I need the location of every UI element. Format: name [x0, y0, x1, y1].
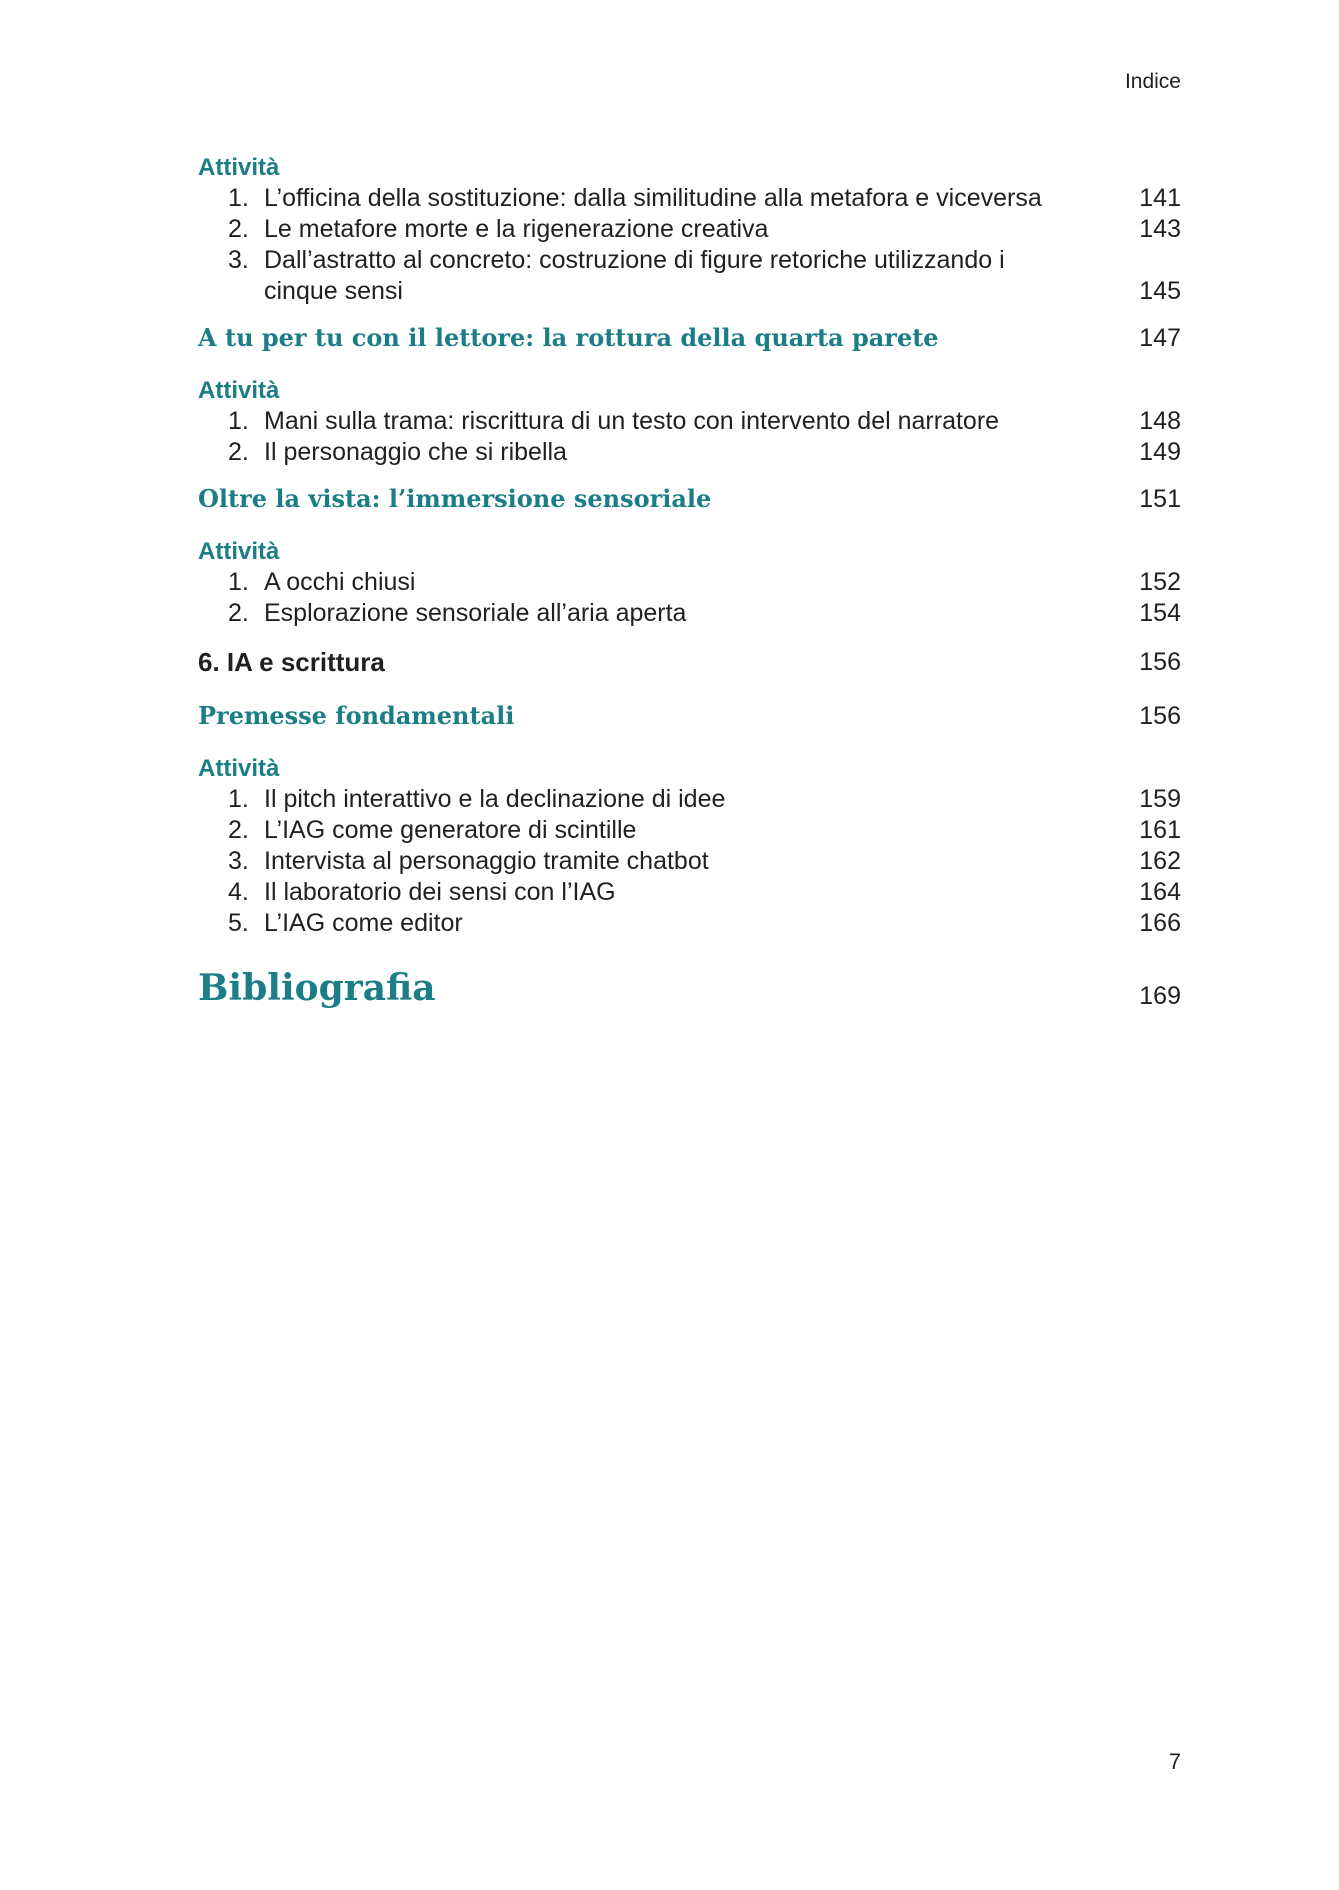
activity-heading: Attività	[198, 154, 280, 181]
toc-item[interactable]	[198, 846, 1181, 877]
running-head: Indice	[1124, 70, 1181, 93]
item-number: 2.	[228, 438, 249, 466]
toc-section[interactable]	[198, 482, 1181, 516]
item-page: 143	[1139, 215, 1181, 243]
activity-heading: Attività	[198, 538, 280, 565]
toc-item[interactable]	[198, 406, 1181, 437]
item-title: L’officina della sostituzione: dalla similitudine alla metafora e viceversa	[264, 184, 1042, 212]
chapter-page: 156	[1139, 648, 1181, 676]
activity-group	[198, 536, 1181, 629]
section-page: 156	[1139, 702, 1181, 730]
item-page: 141	[1139, 184, 1181, 212]
toc-item[interactable]	[198, 214, 1181, 245]
item-number: 1.	[228, 407, 249, 435]
item-page: 166	[1139, 909, 1181, 937]
activity-group	[198, 152, 1181, 307]
item-title: Le metafore morte e la rigenerazione creativa	[264, 215, 769, 243]
item-page: 145	[1139, 277, 1181, 305]
activity-group	[198, 375, 1181, 468]
toc-item[interactable]	[198, 908, 1181, 939]
toc-section[interactable]	[198, 699, 1181, 733]
chapter-title: 6. IA e scrittura	[198, 647, 385, 677]
toc-item[interactable]	[198, 784, 1181, 815]
item-title: L’IAG come editor	[264, 909, 463, 937]
item-title: Il personaggio che si ribella	[264, 438, 567, 466]
section-page: 151	[1139, 485, 1181, 513]
activity-group	[198, 753, 1181, 939]
section-title: A tu per tu con il lettore: la rottura della quarta parete	[198, 323, 939, 352]
item-title: A occhi chiusi	[264, 568, 416, 596]
item-number: 4.	[228, 878, 249, 906]
item-title: Il laboratorio dei sensi con l’IAG	[264, 878, 616, 906]
item-title: Mani sulla trama: riscrittura di un testo con intervento del narratore	[264, 407, 1000, 435]
item-title: L’IAG come generatore di scintille	[264, 816, 637, 844]
item-page: 148	[1139, 407, 1181, 435]
toc-item[interactable]	[198, 877, 1181, 908]
bibliography-page: 169	[1139, 982, 1181, 1010]
section-title: Premesse fondamentali	[198, 701, 515, 730]
toc-bibliography[interactable]	[198, 965, 1181, 1011]
item-title: Il pitch interattivo e la declinazione di idee	[264, 785, 726, 813]
item-number: 2.	[228, 816, 249, 844]
toc-item[interactable]	[198, 437, 1181, 468]
item-title: Dall’astratto al concreto: costruzione di figure retoriche utilizzando i cinque sensi	[264, 246, 1005, 305]
item-number: 1.	[228, 568, 249, 596]
section-title: Oltre la vista: l’immersione sensoriale	[198, 484, 712, 513]
toc-chapter[interactable]	[198, 645, 1181, 679]
toc-item[interactable]	[198, 183, 1181, 214]
toc-item[interactable]	[198, 567, 1181, 598]
item-number: 2.	[228, 215, 249, 243]
item-number: 3.	[228, 246, 249, 274]
activity-heading: Attività	[198, 377, 280, 404]
item-page: 164	[1139, 878, 1181, 906]
item-number: 3.	[228, 847, 249, 875]
item-number: 2.	[228, 599, 249, 627]
item-title: Intervista al personaggio tramite chatbot	[264, 847, 709, 875]
toc-item[interactable]	[198, 598, 1181, 629]
item-number: 1.	[228, 785, 249, 813]
toc-item[interactable]	[198, 245, 1181, 307]
table-of-contents	[198, 152, 1181, 1011]
item-page: 152	[1139, 568, 1181, 596]
page-number: 7	[1168, 1749, 1181, 1774]
item-page: 154	[1139, 599, 1181, 627]
item-page: 161	[1139, 816, 1181, 844]
item-number: 1.	[228, 184, 249, 212]
section-page: 147	[1139, 324, 1181, 352]
item-title: Esplorazione sensoriale all’aria aperta	[264, 599, 687, 627]
activity-heading: Attività	[198, 755, 280, 782]
item-page: 159	[1139, 785, 1181, 813]
toc-item[interactable]	[198, 815, 1181, 846]
item-page: 162	[1139, 847, 1181, 875]
item-number: 5.	[228, 909, 249, 937]
bibliography-title: Bibliografia	[198, 967, 436, 1009]
toc-section[interactable]	[198, 321, 1181, 355]
item-page: 149	[1139, 438, 1181, 466]
